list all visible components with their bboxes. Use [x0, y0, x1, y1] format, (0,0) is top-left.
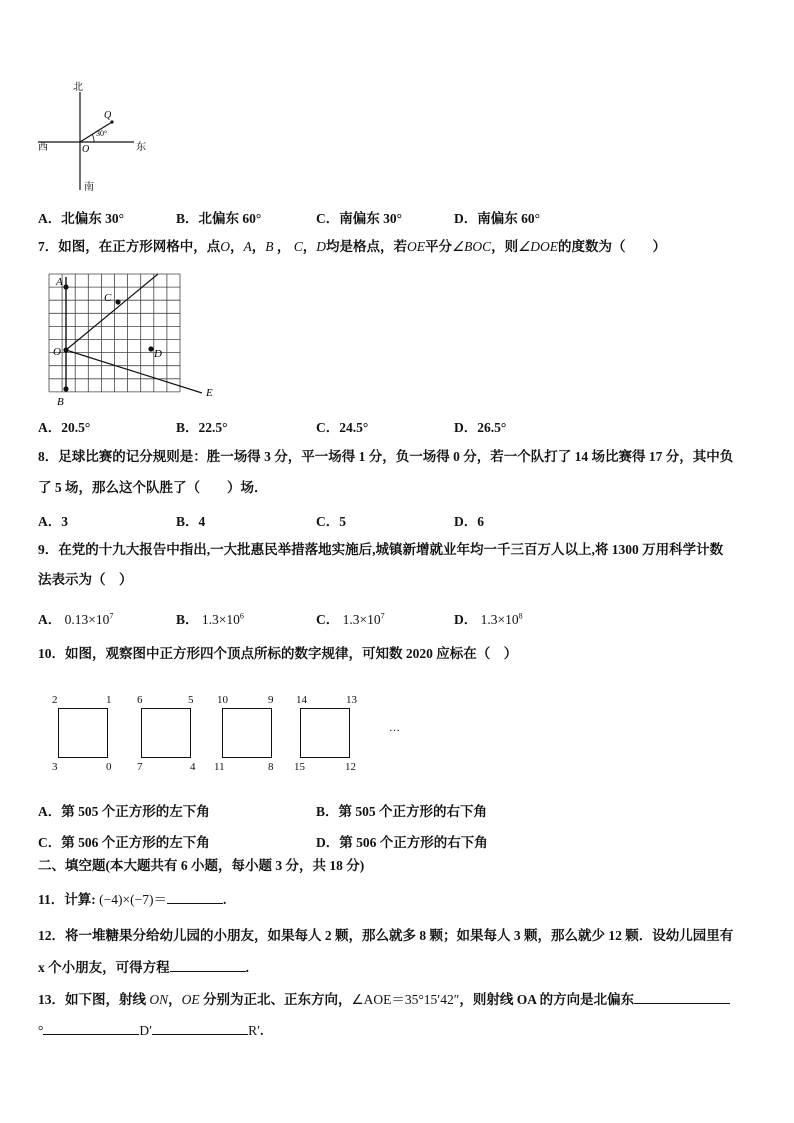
- ellipsis: …: [389, 722, 400, 734]
- q6-option-d: D．南偏东 60°: [454, 211, 541, 226]
- square-2-top-left: 6: [137, 694, 143, 706]
- q9-option-c: C． $1.3\times 10^7$: [316, 611, 385, 627]
- q7-option-a: A．20.5°: [38, 420, 91, 435]
- q13-second-blank[interactable]: [152, 1020, 248, 1035]
- q12-stem-line1: 12．将一堆糖果分给幼儿园的小朋友，如果每人 2 颗，那么就多 8 颗；如果每人 3 颗，那么就少 12 颗．设幼儿园里有: [38, 928, 734, 943]
- q7-option-d: D．26.5°: [454, 420, 507, 435]
- square-2: [141, 708, 191, 758]
- q11-answer-blank[interactable]: [167, 889, 223, 904]
- square-1-bottom-right: 0: [106, 761, 112, 773]
- point-q-label: Q: [104, 110, 112, 121]
- q10-option-b: B．第 505 个正方形的右下角: [316, 804, 488, 819]
- q11-stem: 11．计算: (−4)×(−7)＝ .: [38, 889, 226, 910]
- q8-stem-line2: 了 5 场，那么这个队胜了（ ）场．: [38, 480, 268, 495]
- q7-stem: 7．如图，在正方形网格中，点O，A，B ， C，D均是格点，若OE平分∠BOC，则∠DOE的度数为（ ）: [38, 239, 666, 254]
- north-label: 北: [73, 82, 83, 93]
- point-a-label: A: [56, 276, 63, 288]
- q9-stem-line2: 法表示为（ ）: [38, 572, 133, 587]
- q12-stem-line2: x 个小朋友，可得方程 .: [38, 957, 249, 978]
- q9-option-b: B． $1.3\times 10^6$: [176, 611, 244, 627]
- point-e-label: E: [206, 387, 213, 399]
- q9-option-d: D． $1.3\times 10^8$: [454, 611, 523, 627]
- west-label: 西: [38, 142, 48, 153]
- square-2-bottom-left: 7: [137, 761, 143, 773]
- square-4-top-right: 13: [346, 694, 357, 706]
- east-label: 东: [136, 142, 146, 153]
- square-4-bottom-left: 15: [294, 761, 305, 773]
- q12-answer-blank[interactable]: [170, 957, 246, 972]
- square-4-top-left: 14: [296, 694, 307, 706]
- q10-option-a: A．第 505 个正方形的左下角: [38, 804, 210, 819]
- q13-stem-line1: 13．如下图，射线 ON，OE 分别为正北、正东方向，∠AOE＝35°15′42″，则射线 OA 的方向是北偏东: [38, 989, 730, 1010]
- point-d-label: D: [154, 348, 162, 360]
- q10-option-d: D．第 506 个正方形的右下角: [316, 835, 488, 850]
- square-3-bottom-left: 11: [214, 761, 225, 773]
- square-1-top-left: 2: [52, 694, 58, 706]
- square-3-top-right: 9: [268, 694, 274, 706]
- origin-label: O: [82, 144, 90, 155]
- square-1-top-right: 1: [106, 694, 112, 706]
- q8-option-d: D．6: [454, 514, 484, 529]
- angle-label: 30°: [96, 129, 108, 138]
- compass-figure: [30, 78, 160, 196]
- square-2-top-right: 5: [188, 694, 194, 706]
- square-3-top-left: 10: [217, 694, 228, 706]
- q6-option-b: B．北偏东 60°: [176, 211, 262, 226]
- q8-option-b: B．4: [176, 514, 206, 529]
- q8-option-a: A．3: [38, 514, 68, 529]
- point-o-label: O: [53, 346, 61, 358]
- grid-figure: [40, 265, 230, 410]
- q7-option-c: C．24.5°: [316, 420, 369, 435]
- square-4-bottom-right: 12: [345, 761, 356, 773]
- q9-stem-line1: 9．在党的十九大报告中指出,一大批惠民举措落地实施后,城镇新增就业年均一千三百万人以上,将 1300 万用科学计数: [38, 542, 724, 557]
- section-heading: 二、填空题(本大题共有 6 小题，每小题 3 分，共 18 分): [38, 858, 365, 873]
- q6-option-c: C．南偏东 30°: [316, 211, 403, 226]
- q8-stem-line1: 8．足球比赛的记分规则是：胜一场得 3 分，平一场得 1 分，负一场得 0 分，若一个队打了 14 场比赛得 17 分，其中负: [38, 449, 734, 464]
- q9-option-a: A． $0.13\times 10^7$: [38, 611, 114, 627]
- square-3-bottom-right: 8: [268, 761, 274, 773]
- q13-degree-blank[interactable]: [634, 989, 730, 1004]
- square-2-bottom-right: 4: [190, 761, 196, 773]
- q13-minute-blank[interactable]: [43, 1020, 139, 1035]
- square-4: [300, 708, 350, 758]
- q8-option-c: C．5: [316, 514, 346, 529]
- q10-option-c: C．第 506 个正方形的左下角: [38, 835, 210, 850]
- square-1: [58, 708, 108, 758]
- q13-stem-line2: ° D′ R′.: [38, 1020, 263, 1041]
- square-3: [222, 708, 272, 758]
- q6-option-a: A．北偏东 30°: [38, 211, 125, 226]
- point-b-label: B: [57, 396, 64, 408]
- q10-stem: 10．如图，观察图中正方形四个顶点所标的数字规律，可知数 2020 应标在（ ）: [38, 646, 518, 661]
- point-c-label: C: [104, 292, 112, 304]
- q7-option-b: B．22.5°: [176, 420, 228, 435]
- south-label: 南: [84, 182, 94, 193]
- square-1-bottom-left: 3: [52, 761, 58, 773]
